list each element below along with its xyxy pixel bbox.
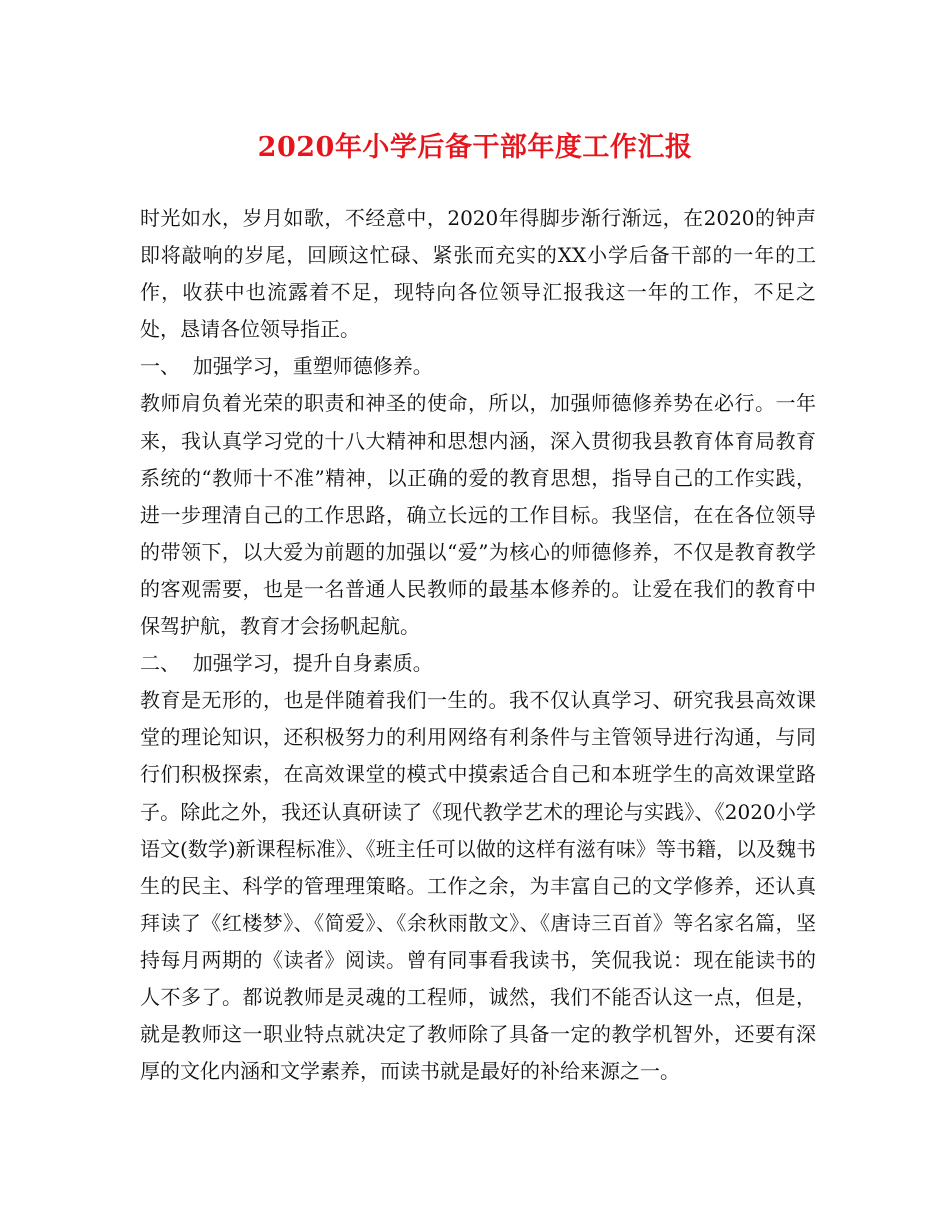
document-body bbox=[140, 200, 816, 1090]
section-1-paragraph: 教师肩负着光荣的职责和神圣的使命，所以，加强师德修养势在必行。一年来，我认真学习党的十八大精神和思想内涵，深入贯彻我县教育体育局教育系统的“教师十不准”精神，以正确的爱的教育思想，指导自己的工作实践，进一步理清自己的工作思路，确立长远的工作目标。我坚信，在在各位领导的带领下，以大爱为前题的加强以“爱”为核心的师德修养，不仅是教育教学的客观需要，也是一名普通人民教师的最基本修养的。让爱在我们的教育中保驾护航，教育才会扬帆起航。 bbox=[140, 391, 816, 639]
section-heading-2: 二、 加强学习，提升自身素质。 bbox=[140, 651, 433, 676]
section-2-paragraph: 教育是无形的，也是伴随着我们一生的。我不仅认真学习、研究我县高效课堂的理论知识，还积极努力的利用网络有利条件与主管领导进行沟通，与同行们积极探索，在高效课堂的模式中摸索适合自己和本班学生的高效课堂路子。除此之外，我还认真研读了《现代教学艺术的理论与实践》、《2020小学语文(数学)新课程标准》、《班主任可以做的这样有滋有味》等书籍，以及魏书生的民主、科学的管理理策略。工作之余，为丰富自己的文学修养，还认真拜读了《红楼梦》、《简爱》、《余秋雨散文》、《唐诗三百首》等名家名篇，坚持每月两期的《读者》阅读。曾有同事看我读书，笑侃我说：现在能读书的人不多了。都说教师是灵魂的工程师，诚然，我们不能否认这一点，但是，就是教师这一职业特点就决定了教师除了具备一定的教学机智外，还要有深厚的文化内涵和文学素养，而读书就是最好的补给来源之一。 bbox=[140, 688, 816, 1084]
section-heading-1: 一、 加强学习，重塑师德修养。 bbox=[140, 354, 433, 379]
intro-paragraph: 时光如水，岁月如歌，不经意中，2020年得脚步渐行渐远，在2020的钟声即将敲响的岁尾，回顾这忙碌、紧张而充实的XX小学后备干部的一年的工作，收获中也流露着不足，现特向各位领导汇报我这一年的工作，不足之处，恳请各位领导指正。 bbox=[140, 206, 816, 342]
document-title: 2020年小学后备干部年度工作汇报 bbox=[257, 132, 693, 163]
